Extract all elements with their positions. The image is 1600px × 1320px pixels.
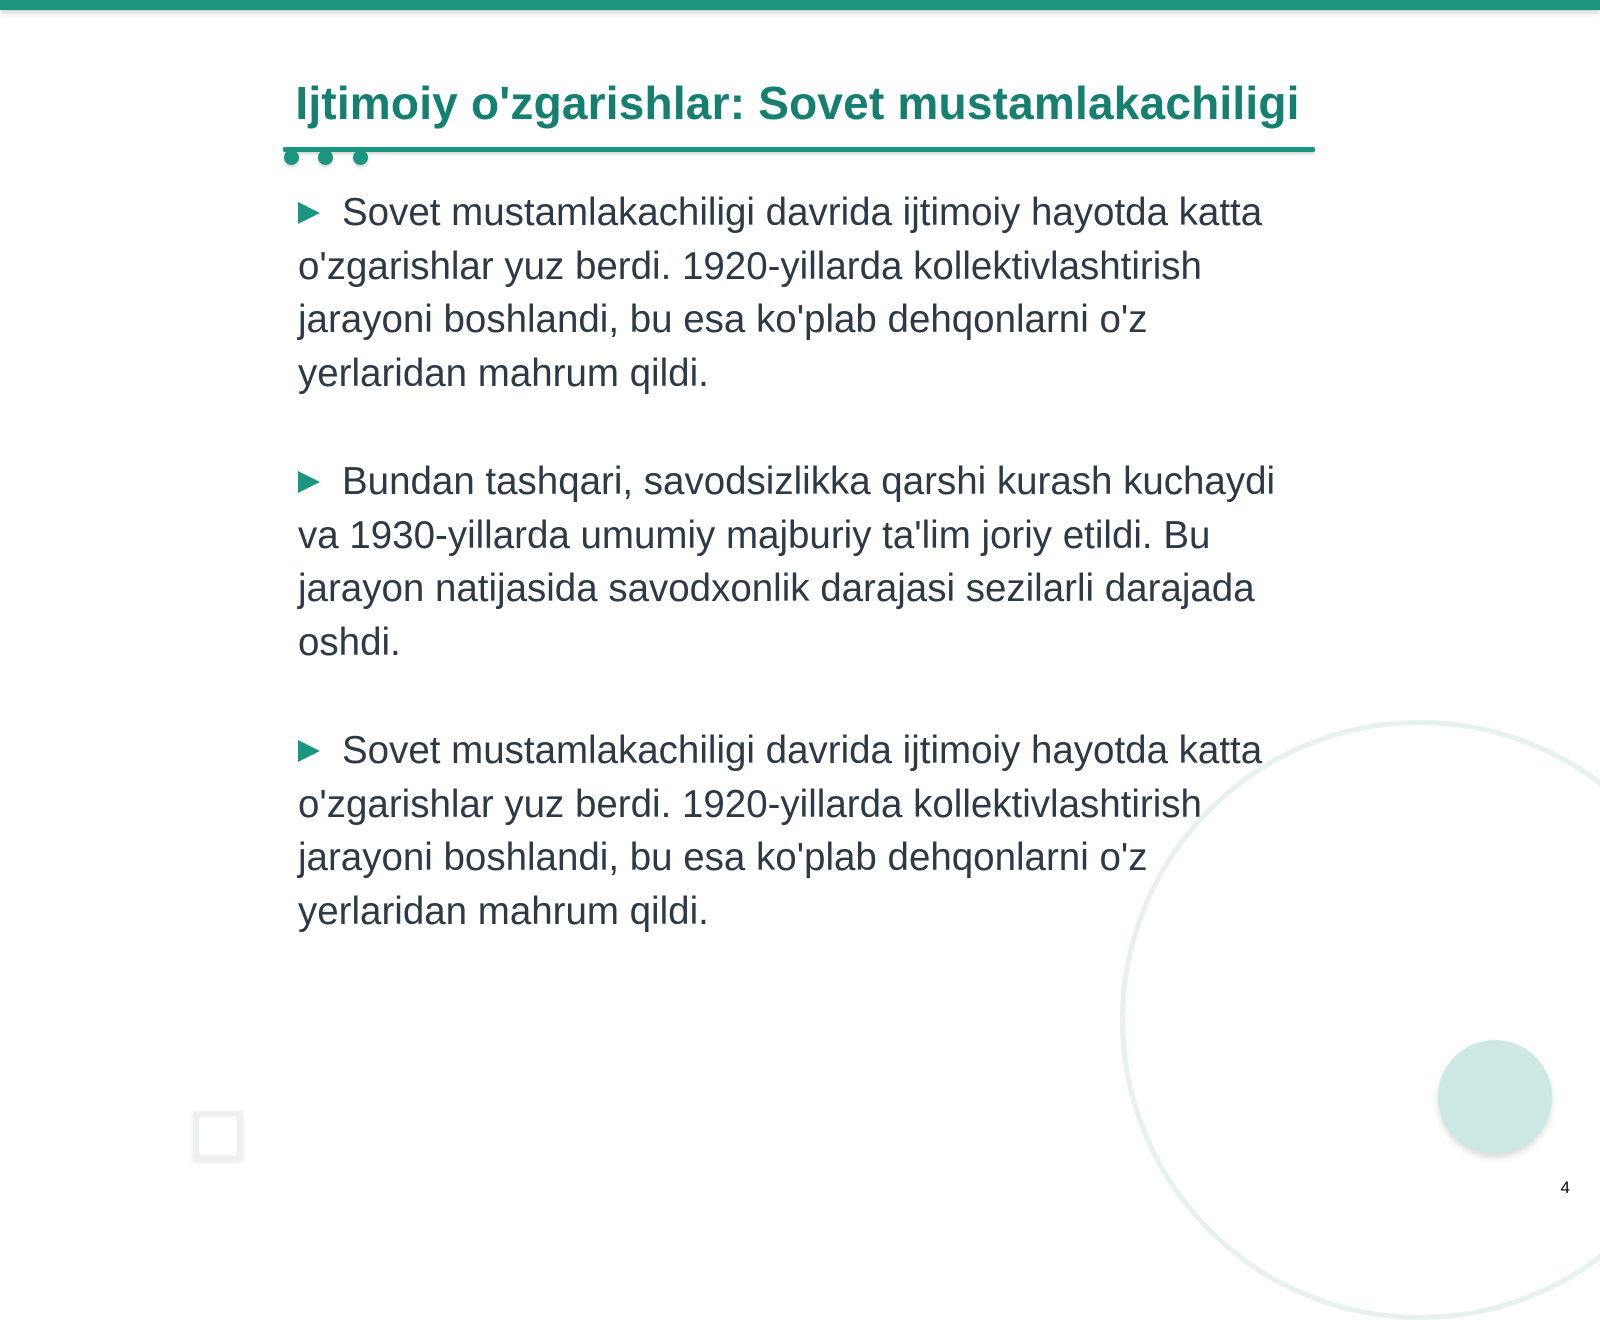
bullet-item bbox=[298, 455, 1318, 669]
bullet-text: Sovet mustamlakachiligi davrida ijtimoiy hayotda katta o'zgarishlar yuz berdi. 1920-yillarda kollektivlashtirish jarayoni boshlandi, bu esa ko'plab dehqonlarni o'z yerlaridan mahrum qildi. bbox=[298, 729, 1263, 933]
underline-dot bbox=[318, 150, 333, 165]
underline-dot bbox=[353, 150, 368, 165]
decorative-square bbox=[193, 1111, 243, 1161]
triangle-right-icon bbox=[298, 740, 320, 762]
slide-title: Ijtimoiy o'zgarishlar: Sovet mustamlakachiligi bbox=[295, 77, 1300, 129]
bullet-item bbox=[298, 186, 1318, 400]
title-underline bbox=[283, 147, 1315, 152]
bullet-text: Bundan tashqari, savodsizlikka qarshi kurash kuchaydi va 1930-yillarda umumiy majburiy ta'lim joriy etildi. Bu jarayon natijasida savodxonlik darajasi sezilarli darajada oshdi. bbox=[298, 460, 1276, 664]
top-accent-bar bbox=[0, 0, 1600, 10]
triangle-right-icon bbox=[298, 202, 320, 224]
triangle-right-icon bbox=[298, 471, 320, 493]
bullet-text: Sovet mustamlakachiligi davrida ijtimoiy hayotda katta o'zgarishlar yuz berdi. 1920-yillarda kollektivlashtirish jarayoni boshlandi, bu esa ko'plab dehqonlarni o'z yerlaridan mahrum qildi. bbox=[298, 191, 1263, 395]
decorative-disc bbox=[1438, 1040, 1552, 1154]
underline-dot bbox=[284, 150, 299, 165]
bullet-item bbox=[298, 724, 1318, 938]
bullet-list bbox=[298, 186, 1318, 993]
page-number: 4 bbox=[1560, 1178, 1570, 1197]
